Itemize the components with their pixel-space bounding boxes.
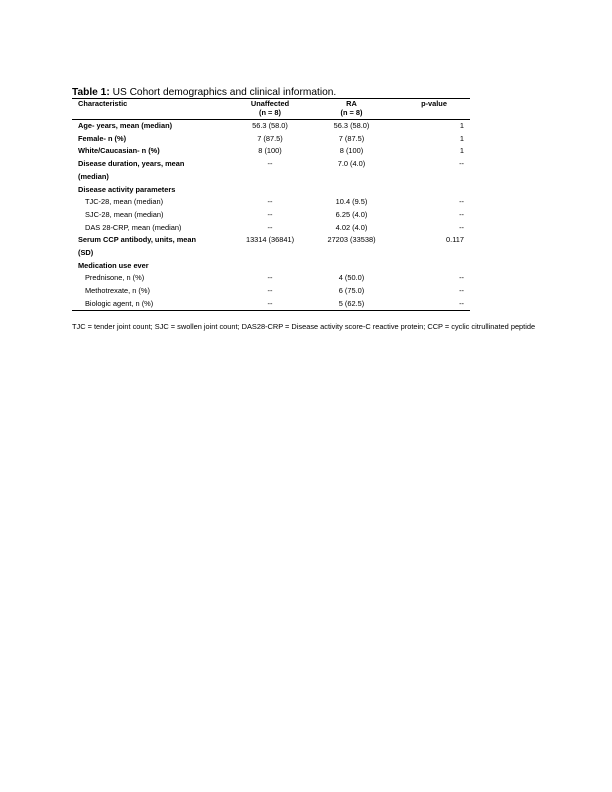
header-ra	[305, 99, 398, 120]
cell-ra: 4 (50.0)	[338, 273, 365, 283]
row-label: Prednisone, n (%)	[85, 273, 145, 283]
cell-pvalue: --	[459, 159, 464, 169]
header-pvalue: p-value	[421, 99, 447, 108]
cell-pvalue: 1	[459, 121, 464, 131]
cell-ra: 8 (100)	[339, 146, 364, 156]
row-label: Age- years, mean (median)	[78, 121, 173, 131]
row-label: White/Caucasian- n (%)	[78, 146, 160, 156]
cell-pvalue: --	[459, 286, 464, 296]
cell-unaffected: --	[267, 209, 273, 219]
row-label: SJC-28, mean (median)	[85, 209, 164, 219]
section-label: Medication use ever	[78, 260, 149, 270]
section-row	[72, 183, 470, 196]
cell-ra: 5 (62.5)	[338, 298, 365, 308]
cell-unaffected: --	[267, 197, 273, 207]
cell-ra: 10.4 (9.5)	[335, 197, 368, 207]
header-ra-label: RA	[346, 99, 357, 108]
cell-ra: 7.0 (4.0)	[337, 159, 366, 169]
table-row	[72, 298, 470, 311]
cell-unaffected: --	[267, 222, 273, 232]
cell-pvalue: --	[459, 209, 464, 219]
table-row	[72, 285, 470, 298]
cell-ra: 6 (75.0)	[338, 286, 365, 296]
cell-ra: 27203 (33538)	[327, 235, 376, 245]
row-label: TJC-28, mean (median)	[85, 197, 164, 207]
cell-unaffected: 8 (100)	[258, 146, 282, 156]
table-row	[72, 196, 470, 209]
row-label: Female- n (%)	[78, 133, 127, 143]
table-row	[72, 133, 470, 146]
header-row	[72, 99, 470, 120]
table-caption-text: US Cohort demographics and clinical information.	[109, 87, 337, 98]
table-row	[72, 272, 470, 285]
row-label-continued: (SD)	[78, 247, 94, 257]
row-label-continued: (median)	[78, 171, 109, 181]
cell-unaffected: 56.3 (58.0)	[252, 121, 288, 131]
table-row	[72, 158, 470, 171]
cell-ra: 6.25 (4.0)	[335, 209, 368, 219]
row-label: Serum CCP antibody, units, mean	[78, 235, 196, 245]
row-label: Methotrexate, n (%)	[85, 286, 150, 296]
cell-unaffected: --	[267, 159, 273, 169]
cell-pvalue: --	[459, 222, 464, 232]
cell-ra: 56.3 (58.0)	[333, 121, 370, 131]
table-row	[72, 222, 470, 235]
cell-pvalue: --	[459, 273, 464, 283]
table-row	[72, 120, 470, 133]
cell-unaffected: --	[267, 286, 273, 296]
row-label: Disease duration, years, mean	[78, 159, 185, 169]
cell-ra: 4.02 (4.0)	[335, 222, 368, 232]
cell-pvalue: --	[459, 197, 464, 207]
cell-pvalue: 0.117	[446, 235, 464, 245]
table-row-continued	[72, 171, 470, 184]
table-row-continued	[72, 247, 470, 260]
cell-pvalue: 1	[459, 133, 464, 143]
header-unaffected-n: (n = 8)	[259, 107, 281, 117]
header-unaffected-label: Unaffected	[250, 99, 290, 108]
header-characteristic: Characteristic	[78, 99, 128, 108]
table-row	[72, 209, 470, 222]
section-label: Disease activity parameters	[78, 184, 176, 194]
cohort-table	[72, 98, 470, 311]
row-label: DAS 28-CRP, mean (median)	[85, 222, 182, 232]
cell-ra: 7 (87.5)	[338, 133, 365, 143]
table-footnote: TJC = tender joint count; SJC = swollen joint count; DAS28-CRP = Disease activity score-C reactive protein; CCP = cyclic citrullinated peptide	[72, 322, 536, 331]
cell-unaffected: --	[267, 298, 273, 308]
header-ra-n: (n = 8)	[340, 107, 363, 117]
header-unaffected	[235, 99, 305, 120]
table-row	[72, 234, 470, 247]
table-row	[72, 145, 470, 158]
cell-unaffected: 7 (87.5)	[257, 133, 283, 143]
table-caption-label: Table 1:	[72, 87, 110, 98]
cell-unaffected: 13314 (36841)	[245, 235, 295, 245]
row-label: Biologic agent, n (%)	[85, 298, 154, 308]
cell-unaffected: --	[267, 273, 273, 283]
cell-pvalue: --	[459, 298, 464, 308]
cell-pvalue: 1	[459, 146, 464, 156]
section-row	[72, 260, 470, 273]
